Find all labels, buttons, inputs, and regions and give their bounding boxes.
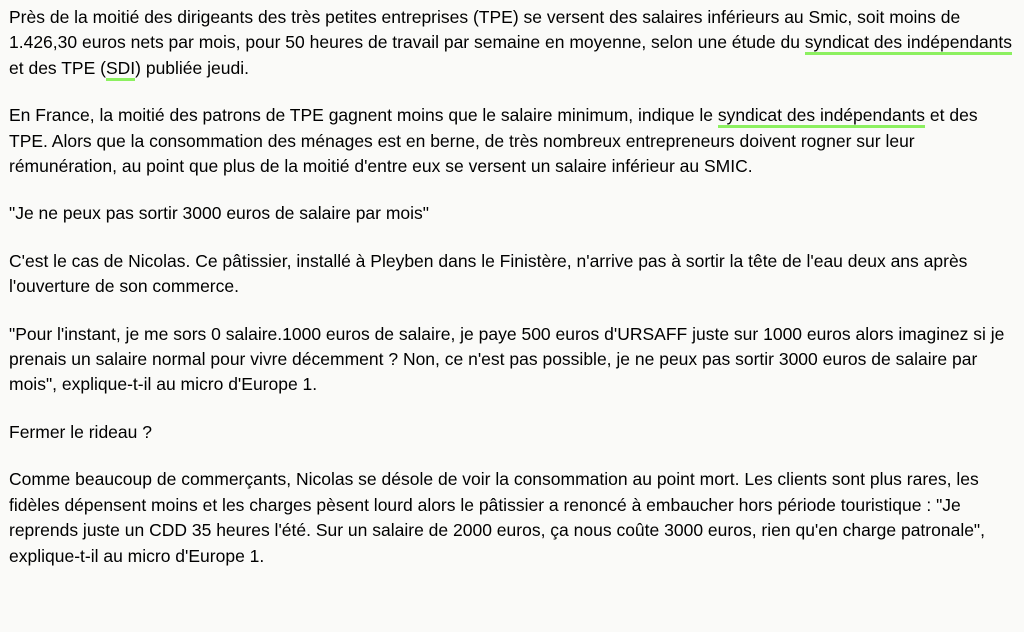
paragraph-text: "Pour l'instant, je me sors 0 salaire.1000 euros de salaire, je paye 500 euros d'URSAFF juste sur 1000 euros alors imaginez si je prenais un salaire normal pour vivre décemment ? Non, ce n'est pas possible, je ne peux pas sortir 3000 euros de salaire par mois", explique-t-il au micro d'Europe 1. bbox=[9, 323, 1005, 395]
article-paragraph bbox=[9, 420, 1015, 445]
article-paragraph bbox=[9, 467, 1015, 569]
paragraph-text: Fermer le rideau ? bbox=[9, 421, 152, 442]
article-paragraph bbox=[9, 5, 1015, 81]
intext-ad-link[interactable]: syndicat des indépendants bbox=[805, 32, 1012, 55]
article-paragraph bbox=[9, 249, 1015, 300]
paragraph-text: Près de la moitié des dirigeants des très petites entreprises (TPE) se versent des salaires inférieurs au Smic, soit moins de 1.426,30 euros nets par mois, pour 50 heures de travail par semaine en moyenne, selon une étude du bbox=[9, 7, 961, 53]
paragraph-text: ) publiée jeudi. bbox=[135, 57, 249, 78]
paragraph-text: et des TPE. Alors que la consommation des ménages est en berne, de très nombreux entrepreneurs doivent rogner sur leur rémunération, au point que plus de la moitié d'entre eux se versent un salaire inférieur au SMIC. bbox=[9, 105, 978, 177]
paragraph-text: En France, la moitié des patrons de TPE gagnent moins que le salaire minimum, indique le bbox=[9, 105, 718, 126]
intext-ad-link[interactable]: SDI bbox=[106, 58, 135, 81]
article-paragraph bbox=[9, 322, 1015, 398]
paragraph-text: Comme beaucoup de commerçants, Nicolas se désole de voir la consommation au point mort. Les clients sont plus rares, les fidèles dépensent moins et les charges pèsent lourd alors le pâtissier a renoncé à embaucher hors période touristique : "Je reprends juste un CDD 35 heures l'été. Sur un salaire de 2000 euros, ça nous coûte 3000 euros, rien qu'en charge patronale", explique-t-il au micro d'Europe 1. bbox=[9, 469, 986, 566]
paragraph-text: C'est le cas de Nicolas. Ce pâtissier, installé à Pleyben dans le Finistère, n'arrive pas à sortir la tête de l'eau deux ans après l'ouverture de son commerce. bbox=[9, 250, 968, 297]
article-body bbox=[9, 5, 1015, 569]
paragraph-text: "Je ne peux pas sortir 3000 euros de salaire par mois" bbox=[9, 203, 430, 224]
article-paragraph bbox=[9, 103, 1015, 179]
paragraph-text: et des TPE ( bbox=[9, 57, 106, 78]
article-paragraph bbox=[9, 201, 1015, 226]
intext-ad-link[interactable]: syndicat des indépendants bbox=[718, 105, 925, 128]
